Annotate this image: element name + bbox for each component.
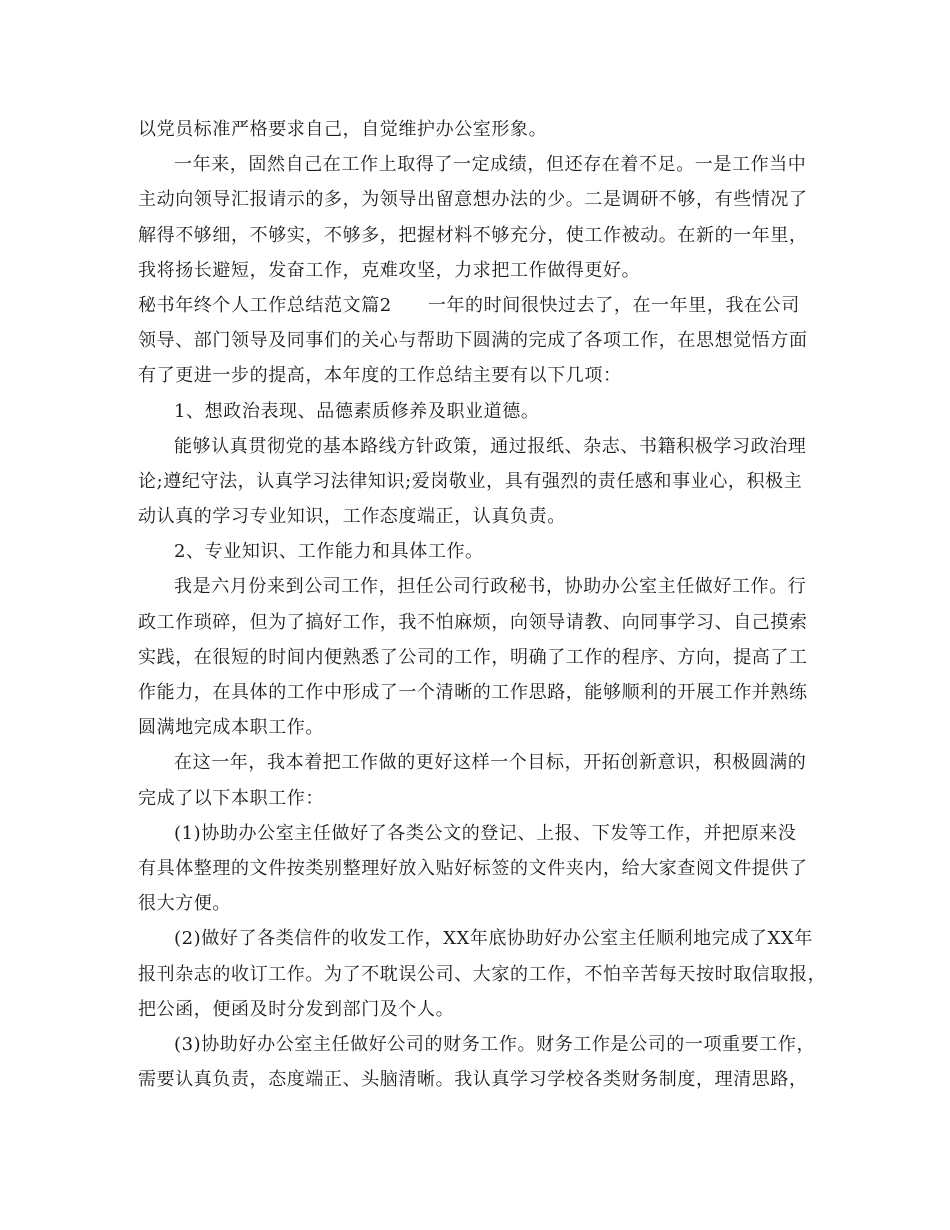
numbered-item: (2)做好了各类信件的收发工作，XX年底协助好办公室主任顺利地完成了XX年 xyxy=(174,928,813,950)
text-line: 报刊杂志的收订工作。为了不耽误公司、大家的工作，不怕辛苦每天按时取信取报， xyxy=(138,963,827,985)
text-line: 作能力，在具体的工作中形成了一个清晰的工作思路，能够顺利的开展工作并熟练 xyxy=(138,682,808,703)
text-line: 把公函，便函及时分发到部门及个人。 xyxy=(138,998,455,1020)
text-line: 我将扬长避短，发奋工作，克难攻坚，力求把工作做得更好。 xyxy=(138,259,641,281)
section-first-sentence: 一年的时间很快过去了，在一年里，我在公司 xyxy=(427,294,800,316)
numbered-item: (1)协助办公室主任做好了各类公文的登记、上报、下发等工作，并把原来没 xyxy=(174,822,797,844)
text-line: 有了更进一步的提高，本年度的工作总结主要有以下几项： xyxy=(138,365,622,387)
text-line: 很大方便。 xyxy=(138,893,231,915)
text-line: 动认真的学习专业知识，工作态度端正，认真负责。 xyxy=(138,506,566,528)
numbered-item: (3)协助好办公室主任做好公司的财务工作。财务工作是公司的一项重要工作， xyxy=(174,1033,816,1055)
document-body xyxy=(138,112,838,1097)
text-line: 一年来，固然自己在工作上取得了一定成绩，但还存在着不足。一是工作当中 xyxy=(174,154,807,176)
text-line: 在这一年，我本着把工作做的更好这样一个目标，开拓创新意识，积极圆满的 xyxy=(174,752,807,774)
text-line: 圆满地完成本职工作。 xyxy=(138,717,324,739)
text-line: 能够认真贯彻党的基本路线方针政策，通过报纸、杂志、书籍积极学习政治理 xyxy=(174,435,807,457)
section-heading-line xyxy=(138,288,838,323)
text-line: 以党员标准严格要求自己，自觉维护办公室形象。 xyxy=(138,119,548,140)
text-line: 有具体整理的文件按类别整理好放入贴好标签的文件夹内，给大家查阅文件提供了 xyxy=(138,857,808,879)
section-heading: 秘书年终个人工作总结范文篇2 xyxy=(138,294,392,316)
text-line: 论;遵纪守法，认真学习法律知识;爱岗敬业，具有强烈的责任感和事业心，积极主 xyxy=(138,470,803,492)
text-line: 政工作琐碎，但为了搞好工作，我不怕麻烦，向领导请教、向同事学习、自己摸索 xyxy=(138,611,808,633)
text-line: 完成了以下本职工作： xyxy=(138,787,324,809)
text-line: 解得不够细，不够实，不够多，把握材料不够充分，使工作被动。在新的一年里， xyxy=(138,224,808,246)
text-line: 领导、部门领导及同事们的关心与帮助下圆满的完成了各项工作，在思想觉悟方面 xyxy=(138,330,808,352)
text-line: 实践，在很短的时间内便熟悉了公司的工作，明确了工作的程序、方向，提高了工 xyxy=(138,646,808,668)
text-line: 主动向领导汇报请示的多，为领导出留意想办法的少。二是调研不够，有些情况了 xyxy=(138,189,808,211)
list-item-heading: 2、专业知识、工作能力和具体工作。 xyxy=(174,541,484,563)
text-line: 需要认真负责，态度端正、头脑清晰。我认真学习学校各类财务制度，理清思路， xyxy=(138,1069,808,1091)
list-item-heading: 1、想政治表现、品德素质修养及职业道德。 xyxy=(174,400,540,422)
text-line: 我是六月份来到公司工作，担任公司行政秘书，协助办公室主任做好工作。行 xyxy=(174,576,807,598)
